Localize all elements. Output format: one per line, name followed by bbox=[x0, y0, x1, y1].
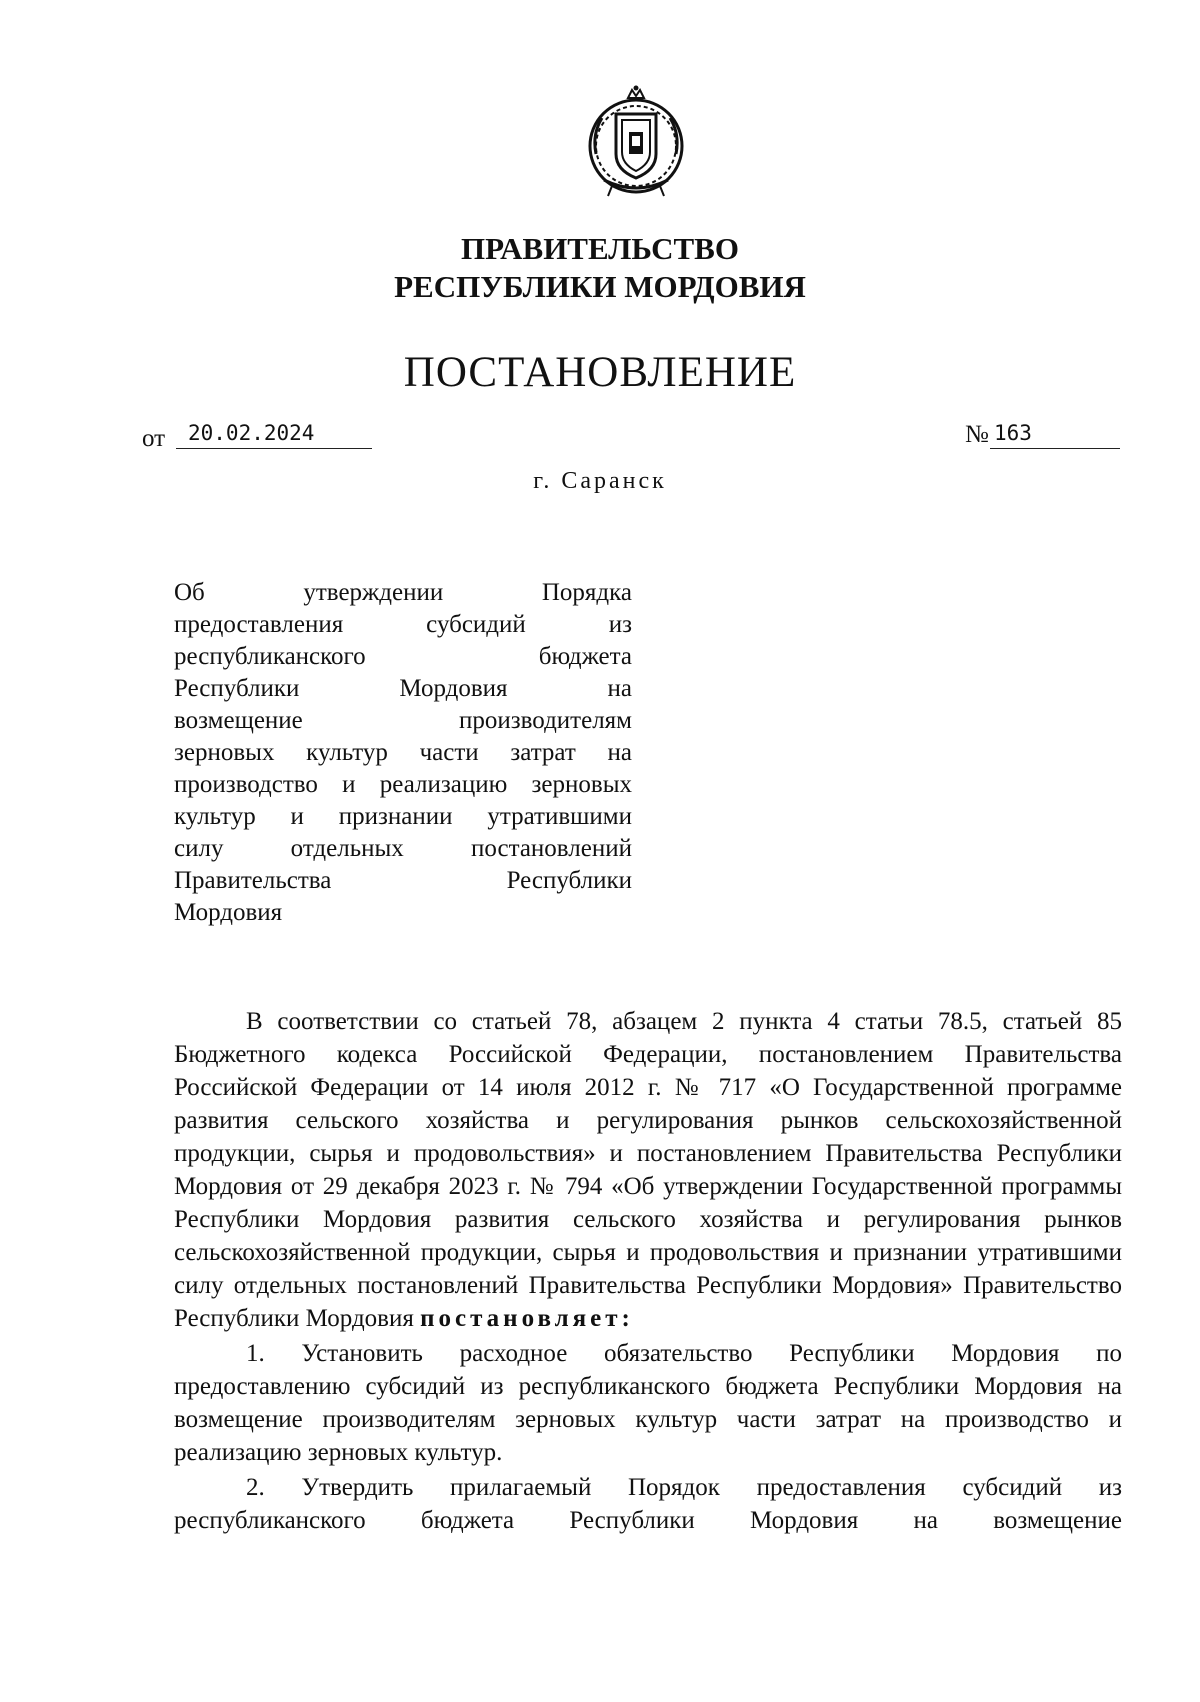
city: г. Саранск bbox=[533, 468, 667, 494]
title-line: производство и реализацию зерновых bbox=[174, 771, 632, 798]
item-2-paragraph: 2. Утвердить прилагаемый Порядок предоставления субсидий из республиканского бюджета Республики Мордовия на возмещение bbox=[174, 1474, 1122, 1534]
title-line: Правительства Республики bbox=[174, 867, 632, 894]
title-line: предоставления субсидий из bbox=[174, 611, 632, 638]
document-number: 163 bbox=[990, 419, 1120, 449]
number-label: № bbox=[965, 421, 989, 448]
title-line: Об утверждении Порядка bbox=[174, 579, 632, 606]
document-body bbox=[174, 1005, 1122, 1537]
title-line: силу отдельных постановлений bbox=[174, 835, 632, 862]
document-date: 20.02.2024 bbox=[176, 419, 372, 449]
title-line: Мордовия bbox=[174, 899, 283, 926]
title-line: республиканского бюджета bbox=[174, 643, 632, 670]
title-line: зерновых культур части затрат на bbox=[174, 739, 632, 766]
title-line: Республики Мордовия на bbox=[174, 675, 632, 702]
coat-of-arms-icon bbox=[582, 84, 690, 202]
document-title bbox=[174, 577, 632, 929]
title-line: возмещение производителям bbox=[174, 707, 632, 734]
org-name-line2: РЕСПУБЛИКИ МОРДОВИЯ bbox=[394, 269, 806, 304]
date-label: от bbox=[142, 425, 166, 452]
preamble-text: В соответствии со статьей 78, абзацем 2 пункта 4 статьи 78.5, статьей 85 Бюджетного кодекса Российской Федерации, постановлением Правительства Российской Федерации от 14 июля 2012 г. № 717 «О Государственной программе развития сельского хозяйства и регулирования рынков сельскохозяйственной продукции, сырья и продовольствия» и постановлением Правительства Республики Мордовия от 29 декабря 2023 г. № 794 «Об утверждении Государственной программы Республики Мордовия развития сельского хозяйства и регулирования рынков сельскохозяйственной продукции, сырья и продовольствия и признании утратившими силу отдельных постановлений Правительства Республики Мордовия» Правительство Республики Мордовия bbox=[174, 1008, 1122, 1332]
preamble-paragraph bbox=[174, 1005, 1122, 1335]
resolves-keyword: постановляет: bbox=[420, 1305, 634, 1332]
org-name-line1: ПРАВИТЕЛЬСТВО bbox=[461, 231, 739, 266]
document-type: ПОСТАНОВЛЕНИЕ bbox=[403, 349, 797, 396]
title-line: культур и признании утратившими bbox=[174, 803, 632, 830]
item-1-paragraph: 1. Установить расходное обязательство Республики Мордовия по предоставлению субсидий из республиканского бюджета Республики Мордовия на возмещение производителям зерновых культур части затрат на производство и реализацию зерновых культур. bbox=[174, 1340, 1122, 1466]
